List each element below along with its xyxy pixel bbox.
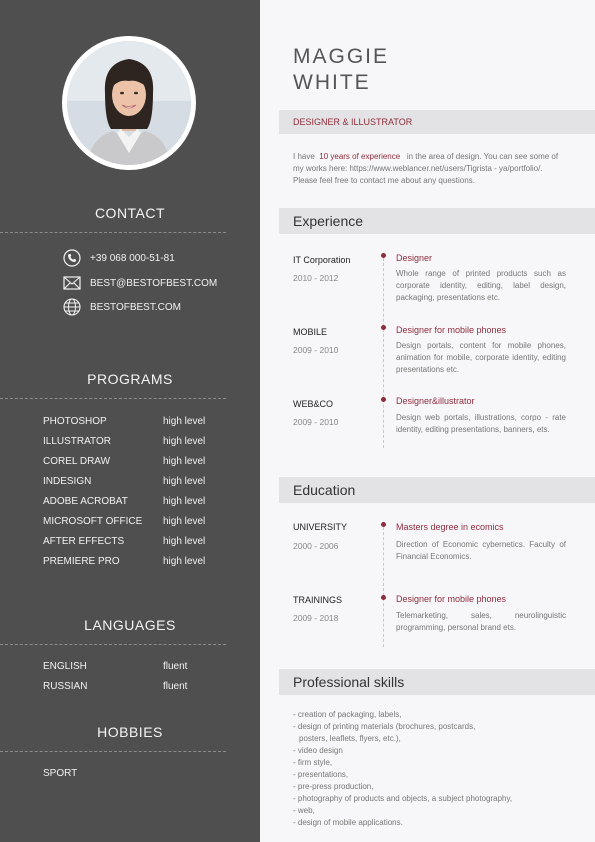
- experience-company: IT Corporation: [293, 255, 351, 265]
- program-row: [43, 536, 213, 547]
- program-level: high level: [163, 436, 206, 447]
- program-level: high level: [163, 536, 206, 547]
- language-level: fluent: [163, 681, 188, 692]
- profile-photo: [67, 41, 191, 165]
- education-description: Direction of Economic cybernetics. Faculty of Financial Economics.: [396, 540, 566, 561]
- education-place: TRAININGS: [293, 595, 343, 605]
- skill-item: posters, leaflets, flyers, etc.),: [299, 734, 401, 743]
- program-level: high level: [163, 456, 206, 467]
- experience-description: Whole range of printed products such as corporate identity, editing, label design, packaging, presentations etc.: [396, 269, 566, 302]
- skills-list: [293, 709, 583, 829]
- skill-item: - firm style,: [293, 758, 333, 767]
- role-title: DESIGNER & ILLUSTRATOR: [293, 117, 413, 127]
- timeline-dot: [381, 325, 386, 330]
- program-name: PREMIERE PRO: [43, 556, 120, 567]
- experience-dates: 2009 - 2010: [293, 345, 339, 355]
- programs-divider: [0, 398, 226, 399]
- hobbies-divider: [0, 751, 226, 752]
- intro-suffix: in the area of design. You can see some of my works here: https://www.weblancer.net/users/Tigrista - ya/portfolio/. Please feel free to contact me about any questions.: [293, 152, 559, 185]
- experience-position: Designer&illustrator: [396, 396, 475, 406]
- timeline-dot: [381, 595, 386, 600]
- experience-description: Design web portals, illustrations, corpo - rate identity, editing presentations, banners, ets.: [396, 413, 566, 434]
- sidebar: [0, 0, 260, 842]
- education-dates: 2009 - 2018: [293, 613, 339, 623]
- program-name: MICROSOFT OFFICE: [43, 516, 143, 527]
- experience-timeline: [383, 258, 384, 448]
- program-row: [43, 476, 213, 487]
- experience-dates: 2009 - 2010: [293, 417, 339, 427]
- education-timeline: [383, 527, 384, 647]
- program-row: [43, 456, 213, 467]
- first-name: MAGGIE: [293, 45, 390, 68]
- program-row: [43, 416, 213, 427]
- language-name: ENGLISH: [43, 661, 87, 672]
- education-degree: Masters degree in ecomics: [396, 522, 504, 532]
- education-heading: Education: [293, 482, 356, 498]
- intro-prefix: I have: [293, 152, 315, 161]
- skill-item: - presentations,: [293, 770, 349, 779]
- last-name: WHITE: [293, 71, 371, 94]
- skill-item: - design of printing materials (brochures, postcards,: [293, 722, 476, 731]
- email-text: BEST@BESTOFBEST.COM: [90, 277, 218, 289]
- contact-email[interactable]: [62, 273, 217, 293]
- program-row: [43, 436, 213, 447]
- program-level: high level: [163, 416, 206, 427]
- hobbies-heading: HOBBIES: [97, 724, 163, 740]
- skill-item: - pre-press production,: [293, 782, 374, 791]
- education-degree: Designer for mobile phones: [396, 594, 507, 604]
- website-text: BESTOFBEST.COM: [90, 301, 181, 313]
- experience-dates: 2010 - 2012: [293, 273, 339, 283]
- timeline-dot: [381, 397, 386, 402]
- experience-heading: Experience: [293, 213, 364, 229]
- envelope-icon: [62, 273, 82, 293]
- program-level: high level: [163, 496, 206, 507]
- globe-icon: [62, 297, 82, 317]
- languages-heading: LANGUAGES: [84, 617, 176, 633]
- education-dates: 2000 - 2006: [293, 541, 339, 551]
- language-name: RUSSIAN: [43, 681, 88, 692]
- profile-name: [293, 44, 389, 96]
- skill-item: - design of mobile applications.: [293, 818, 403, 827]
- skill-item: - creation of packaging, labels,: [293, 710, 402, 719]
- intro-paragraph: [293, 151, 565, 187]
- experience-company: WEB&CO: [293, 399, 334, 409]
- hobby-row: [43, 768, 213, 779]
- intro-highlight: 10 years of experience: [319, 152, 401, 161]
- program-name: AFTER EFFECTS: [43, 536, 125, 547]
- contact-phone[interactable]: [62, 248, 175, 268]
- hobby-name: SPORT: [43, 768, 78, 779]
- program-row: [43, 556, 213, 567]
- experience-position: Designer for mobile phones: [396, 325, 507, 335]
- program-level: high level: [163, 556, 206, 567]
- language-row: [43, 661, 213, 672]
- experience-position: Designer: [396, 253, 433, 263]
- contact-website[interactable]: [62, 297, 181, 317]
- program-level: high level: [163, 516, 206, 527]
- phone-icon: [62, 248, 82, 268]
- skill-item: - photography of products and objects, a subject photography,: [293, 794, 513, 803]
- contact-divider: [0, 232, 226, 233]
- portrait-illustration: [67, 41, 191, 165]
- phone-text: +39 068 000-51-81: [90, 252, 175, 264]
- program-name: ADOBE ACROBAT: [43, 496, 128, 507]
- language-level: fluent: [163, 661, 188, 672]
- program-name: INDESIGN: [43, 476, 92, 487]
- timeline-dot: [381, 253, 386, 258]
- programs-heading: PROGRAMS: [87, 371, 173, 387]
- program-name: PHOTOSHOP: [43, 416, 107, 427]
- skill-item: - web,: [293, 806, 315, 815]
- language-row: [43, 681, 213, 692]
- education-description: Telemarketing, sales, neurolinguistic programming, personal brand ets.: [396, 611, 566, 632]
- timeline-dot: [381, 522, 386, 527]
- skills-heading: Professional skills: [293, 674, 405, 690]
- program-name: COREL DRAW: [43, 456, 111, 467]
- program-row: [43, 496, 213, 507]
- contact-heading: CONTACT: [94, 205, 166, 221]
- languages-divider: [0, 644, 226, 645]
- experience-description: Design portals, content for mobile phones, animation for mobile, corporate identity, editing presentations etc.: [396, 341, 566, 374]
- program-name: ILLUSTRATOR: [43, 436, 111, 447]
- program-level: high level: [163, 476, 206, 487]
- education-place: UNIVERSITY: [293, 522, 348, 532]
- profile-photo-frame: [62, 36, 196, 170]
- skill-item: - video design: [293, 746, 343, 755]
- experience-company: MOBILE: [293, 327, 328, 337]
- program-row: [43, 516, 213, 527]
